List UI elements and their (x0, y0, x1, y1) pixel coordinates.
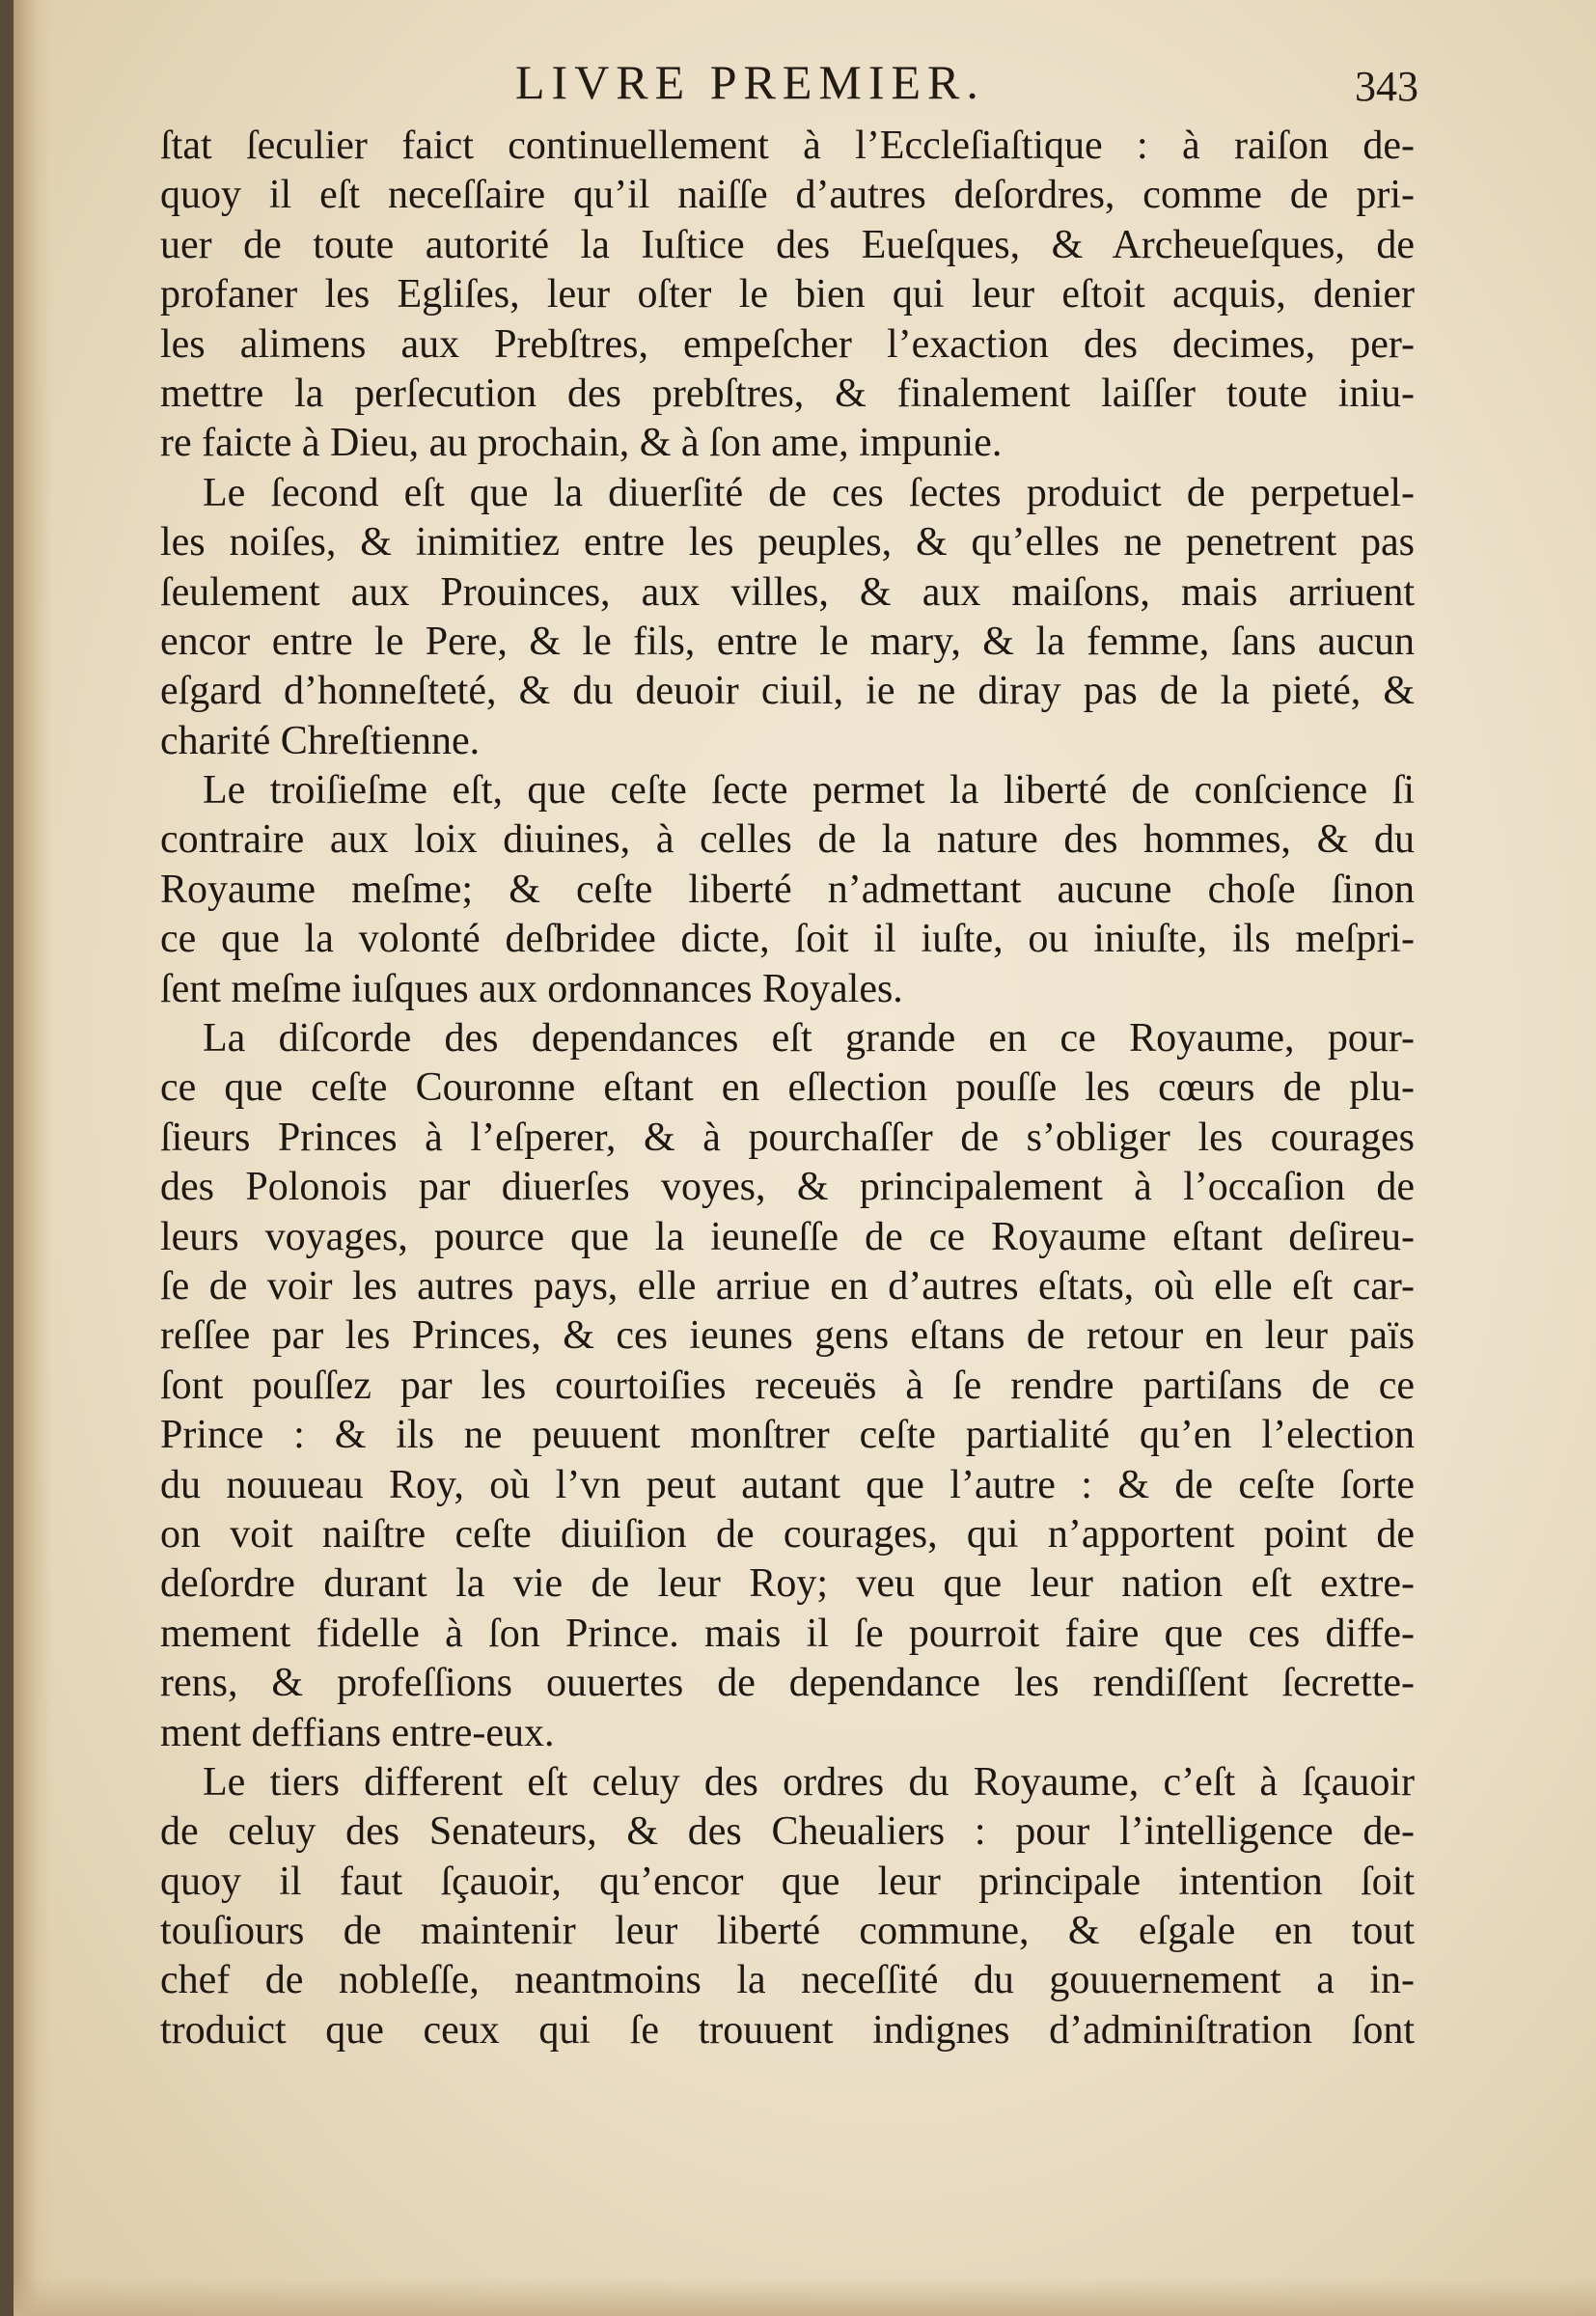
page-number: 343 (1355, 63, 1418, 110)
text-line: contraire aux loix diuines, à celles de la nature des hommes, & du (160, 817, 1415, 863)
text-line: leurs voyages, pource que la ieuneſſe de ce Royaume eſtant deſireu- (160, 1214, 1415, 1259)
text-line: touſiours de maintenir leur liberté commune, & eſgale en tout (160, 1909, 1415, 1954)
text-line: ſont pouſſez par les courtoiſies receuës à ſe rendre partiſans de ce (160, 1363, 1415, 1408)
text-line: eſgard d’honneſteté, & du deuoir ciuil, ie ne diray pas de la pieté, & (160, 669, 1415, 714)
text-line: uer de toute autorité la Iuſtice des Eueſques, & Archeueſques, de (160, 222, 1415, 267)
paragraph-start-line: Le troiſieſme eſt, que ceſte ſecte permet la liberté de conſcience ſi (203, 768, 1415, 813)
text-line: mettre la perſecution des prebſtres, & finalement laiſſer toute iniu- (160, 371, 1415, 416)
text-line: quoy il eſt neceſſaire qu’il naiſſe d’autres deſordres, comme de pri- (160, 173, 1415, 218)
text-line: des Polonois par diuerſes voyes, & principalement à l’occaſion de (160, 1165, 1415, 1210)
text-line: deſordre durant la vie de leur Roy; veu que leur nation eſt extre- (160, 1561, 1415, 1607)
body-text (160, 122, 1415, 2055)
page-header (14, 54, 1596, 112)
text-line: du nouueau Roy, où l’vn peut autant que l’autre : & de ceſte ſorte (160, 1462, 1415, 1507)
text-line: ſeulement aux Prouinces, aux villes, & aux maiſons, mais arriuent (160, 569, 1415, 615)
page-bottom-shadow (14, 2277, 1596, 2316)
text-line: quoy il faut ſçauoir, qu’encor que leur principale intention ſoit (160, 1859, 1415, 1904)
text-line: on voit naiſtre ceſte diuiſion de courages, qui n’apportent point de (160, 1511, 1415, 1557)
book-page (14, 0, 1596, 2316)
text-line: Royaume meſme; & ceſte liberté n’admettant aucune choſe ſinon (160, 867, 1415, 912)
text-line: ſieurs Princes à l’eſperer, & à pourchaſſer de s’obliger les courages (160, 1115, 1415, 1160)
text-line: ſe de voir les autres pays, elle arriue en d’autres eſtats, où elle eſt car- (160, 1263, 1415, 1309)
text-line: chef de nobleſſe, neantmoins la neceſſité du gouuernement a in- (160, 1958, 1415, 2003)
paragraph-start-line: Le tiers different eſt celuy des ordres du Royaume, c’eſt à ſçauoir (203, 1759, 1415, 1805)
text-line: encor entre le Pere, & le fils, entre le mary, & la femme, ſans aucun (160, 619, 1415, 664)
text-line: charité Chreſtienne. (160, 718, 481, 763)
paragraph-start-line: La diſcorde des dependances eſt grande en ce Royaume, pour- (203, 1016, 1415, 1062)
text-line: ſent meſme iuſques aux ordonnances Royales. (160, 966, 903, 1011)
text-line: mement fidelle à ſon Prince. mais il ſe pourroit faire que ces diffe- (160, 1611, 1415, 1656)
text-line: ce que ceſte Couronne eſtant en eſlection pouſſe les cœurs de plu- (160, 1065, 1415, 1111)
paragraph-start-line: Le ſecond eſt que la diuerſité de ces ſectes produict de perpetuel- (203, 470, 1415, 515)
text-line: les alimens aux Prebſtres, empeſcher l’exaction des decimes, per- (160, 321, 1415, 367)
text-line: reſſee par les Princes, & ces ieunes gens eſtans de retour en leur païs (160, 1313, 1415, 1359)
text-line: rens, & profeſſions ouuertes de dependance les rendiſſent ſecrette- (160, 1661, 1415, 1706)
text-line: ment deffians entre-eux. (160, 1710, 555, 1755)
text-line: troduict que ceux qui ſe trouuent indignes d’adminiſtration ſont (160, 2007, 1415, 2053)
text-line: Prince : & ils ne peuuent monſtrer ceſte partialité qu’en l’election (160, 1413, 1415, 1458)
running-head: LIVRE PREMIER. (515, 55, 985, 109)
text-line: de celuy des Senateurs, & des Cheualiers : pour l’intelligence de- (160, 1809, 1415, 1855)
text-line: les noiſes, & inimitiez entre les peuples, & qu’elles ne penetrent pas (160, 520, 1415, 565)
text-line: profaner les Egliſes, leur oſter le bien qui leur eſtoit acquis, denier (160, 272, 1415, 317)
text-line: ce que la volonté deſbridee dicte, ſoit il iuſte, ou iniuſte, ils meſpri- (160, 917, 1415, 962)
page-gutter-shadow (14, 0, 52, 2316)
text-line: re faicte à Dieu, au prochain, & à ſon ame, impunie. (160, 421, 1003, 466)
text-line: ſtat ſeculier faict continuellement à l’Eccleſiaſtique : à raiſon de- (160, 124, 1415, 168)
